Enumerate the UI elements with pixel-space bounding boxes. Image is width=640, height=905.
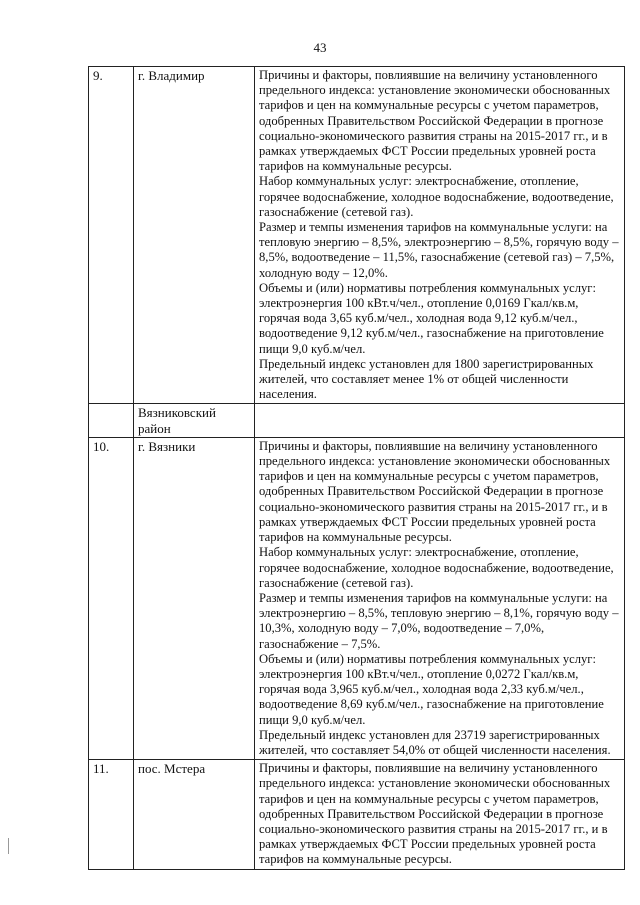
description-cell (255, 760, 625, 869)
municipality-name: г. Владимир (134, 67, 255, 404)
table-row (89, 67, 625, 404)
paragraph-tariffs: Размер и темпы изменения тарифов на коммунальные услуги: на тепловую энергию – 8,5%, электроэнергию – 8,5%, горячую воду – 8,5%, водоотведение – 11,5%, газоснабжение (сетевой газ) – 7,5%, холодную воду – 12,0%. (259, 220, 619, 280)
paragraph-norms: Объемы и (или) нормативы потребления коммунальных услуг: электроэнергия 100 кВт.ч/чел., отопление 0,0272 Гкал/кв.м, горячая вода 3,965 куб.м/чел., холодная вода 2,33 куб.м/чел., водоотведение 8,69 куб.м/чел., газоснабжение на приготовление пищи 9,0 куб.м/чел. (259, 651, 604, 727)
paragraph-factors: Причины и факторы, повлиявшие на величину установленного предельного индекса: установление экономически обоснованных тарифов и цен на коммунальные ресурсы с учетом параметров, одобренных Правительством Российской Федерации в прогнозе социально-экономического развития страны на 2015-2017 гг., и в рамках утверждаемых ФСТ России предельных уровней роста тарифов на коммунальные ресурсы. (259, 438, 611, 545)
table-row (89, 760, 625, 869)
paragraph-norms: Объемы и (или) нормативы потребления коммунальных услуг: электроэнергия 100 кВт.ч/чел., отопление 0,0169 Гкал/кв.м, горячая вода 3,65 куб.м/чел., холодная вода 9,12 куб.м/чел., водоотведение 9,12 куб.м/чел., газоснабжение на приготовление пищи 9,0 куб.м/чел. (259, 280, 604, 356)
municipalities-table (88, 66, 625, 870)
paragraph-factors: Причины и факторы, повлиявшие на величину установленного предельного индекса: установление экономически обоснованных тарифов и цен на коммунальные ресурсы с учетом параметров, одобренных Правительством Российской Федерации в прогнозе социально-экономического развития страны на 2015-2017 гг., и в рамках утверждаемых ФСТ России предельных уровней роста тарифов на коммунальные ресурсы. (259, 761, 611, 867)
row-number: 10. (89, 437, 134, 759)
page-number: 43 (313, 40, 327, 55)
row-number: 9. (89, 67, 134, 404)
table-row (89, 404, 625, 437)
paragraph-population: Предельный индекс установлен для 1800 зарегистрированных жителей, что составляет менее 1% от общей численности населения. (259, 356, 594, 402)
row-number (89, 404, 134, 437)
paragraph-population: Предельный индекс установлен для 23719 зарегистрированных жителей, что составляет 54,0% от общей численности населения. (259, 727, 611, 757)
paragraph-factors: Причины и факторы, повлиявшие на величину установленного предельного индекса: установление экономически обоснованных тарифов и цен на коммунальные ресурсы с учетом параметров, одобренных Правительством Российской Федерации в прогнозе социально-экономического развития страны на 2015-2017 гг., и в рамках утверждаемых ФСТ России предельных уровней роста тарифов на коммунальные ресурсы. (259, 68, 611, 174)
district-name: Вязниковский район (134, 404, 255, 437)
paragraph-tariffs: Размер и темпы изменения тарифов на коммунальные услуги: на электроэнергию – 8,5%, тепловую энергию – 8,1%, горячую воду – 10,3%, холодную воду – 7,0%, водоотведение – 7,0%, газоснабжение – 7,5%. (259, 590, 619, 651)
municipality-name: г. Вязники (134, 437, 255, 759)
margin-scan-mark (8, 838, 9, 854)
description-cell (255, 437, 625, 759)
description-cell (255, 67, 625, 404)
table-row (89, 437, 625, 759)
paragraph-services: Набор коммунальных услуг: электроснабжение, отопление, горячее водоснабжение, холодное водоснабжение, водоотведение, газоснабжение (сетевой газ). (259, 174, 614, 219)
municipality-name: пос. Мстера (134, 760, 255, 869)
paragraph-services: Набор коммунальных услуг: электроснабжение, отопление, горячее водоснабжение, холодное водоснабжение, водоотведение, газоснабжение (сетевой газ). (259, 545, 614, 590)
row-number: 11. (89, 760, 134, 869)
description-cell (255, 404, 625, 437)
